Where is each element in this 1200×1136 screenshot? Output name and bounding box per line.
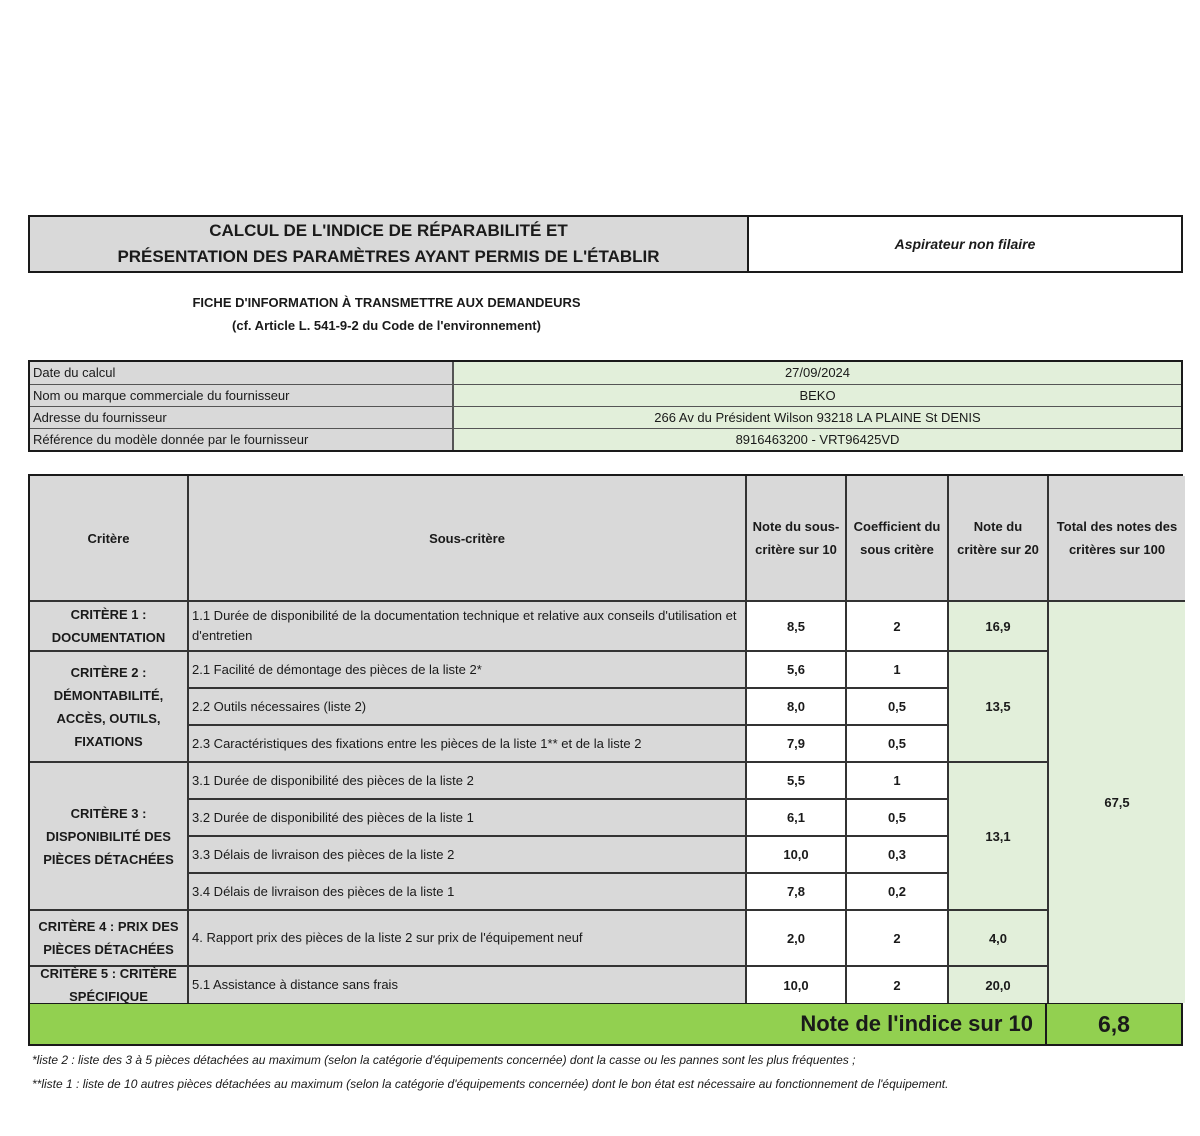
subcriterion-note: 5,6 (747, 652, 847, 689)
criterion-4-score: 4,0 (949, 911, 1049, 967)
info-row-model (30, 428, 1181, 450)
criterion-3-label: CRITÈRE 3 : DISPONIBILITÉ DES PIÈCES DÉTACHÉES (30, 763, 189, 911)
title-line-1: CALCUL DE L'INDICE DE RÉPARABILITÉ ET (209, 221, 568, 240)
subcriterion-3-3: 3.3 Délais de livraison des pièces de la liste 2 (189, 837, 747, 874)
fiche-line-2: (cf. Article L. 541-9-2 du Code de l'environnement) (232, 318, 541, 333)
subcriterion-1-1: 1.1 Durée de disponibilité de la documentation technique et relative aux conseils d'utilisation et d'entretien (189, 602, 747, 652)
criterion-5-label: CRITÈRE 5 : CRITÈRE SPÉCIFIQUE (30, 967, 189, 1003)
info-label: Nom ou marque commerciale du fournisseur (30, 385, 454, 406)
subcriterion-2-1: 2.1 Facilité de démontage des pièces de la liste 2* (189, 652, 747, 689)
final-index-label: Note de l'indice sur 10 (30, 1004, 1047, 1044)
info-value: 8916463200 - VRT96425VD (454, 429, 1181, 450)
total-score-100: 67,5 (1049, 602, 1185, 1003)
header-sous-critere: Sous-critère (189, 476, 747, 602)
subcriterion-coef: 2 (847, 967, 949, 1003)
subcriterion-coef: 0,3 (847, 837, 949, 874)
criterion-2-label: CRITÈRE 2 : DÉMONTABILITÉ, ACCÈS, OUTILS, FIXATIONS (30, 652, 189, 763)
title-line-2: PRÉSENTATION DES PARAMÈTRES AYANT PERMIS DE L'ÉTABLIR (117, 247, 660, 266)
subcriterion-note: 6,1 (747, 800, 847, 837)
footnote-list-2: *liste 2 : liste des 3 à 5 pièces détachées au maximum (selon la catégorie d'équipements concernée) dont la casse ou les pannes sont les plus fréquentes ; (32, 1053, 856, 1067)
info-label: Référence du modèle donnée par le fournisseur (30, 429, 454, 450)
footnotes (32, 1048, 1152, 1096)
fiche-line-1: FICHE D'INFORMATION À TRANSMETTRE AUX DEMANDEURS (192, 295, 581, 310)
subcriterion-coef: 2 (847, 602, 949, 652)
final-index-value: 6,8 (1098, 1010, 1130, 1037)
subcriterion-2-2: 2.2 Outils nécessaires (liste 2) (189, 689, 747, 726)
product-category: Aspirateur non filaire (894, 236, 1036, 252)
subcriterion-note: 7,8 (747, 874, 847, 911)
header-box (28, 215, 1183, 273)
info-row-brand (30, 384, 1181, 406)
header-total: Total des notes des critères sur 100 (1049, 476, 1185, 602)
subcriterion-note: 7,9 (747, 726, 847, 763)
subcriterion-note: 10,0 (747, 837, 847, 874)
info-label: Adresse du fournisseur (30, 407, 454, 428)
subcriterion-coef: 0,2 (847, 874, 949, 911)
criterion-1-label: CRITÈRE 1 : DOCUMENTATION (30, 602, 189, 652)
info-value: 266 Av du Président Wilson 93218 LA PLAINE St DENIS (454, 407, 1181, 428)
info-label: Date du calcul (30, 362, 454, 384)
header-coefficient: Coefficient du sous critère (847, 476, 949, 602)
subcriterion-note: 5,5 (747, 763, 847, 800)
info-value: 27/09/2024 (454, 362, 1181, 384)
footnote-list-1: **liste 1 : liste de 10 autres pièces détachées au maximum (selon la catégorie d'équipements concernée) dont le bon état est nécessaire au fonctionnement de l'équipement. (32, 1077, 949, 1091)
subcriterion-3-4: 3.4 Délais de livraison des pièces de la liste 1 (189, 874, 747, 911)
supplier-info-table (28, 360, 1183, 452)
subcriterion-5-1: 5.1 Assistance à distance sans frais (189, 967, 747, 1003)
subcriterion-coef: 1 (847, 763, 949, 800)
criterion-2-score: 13,5 (949, 652, 1049, 763)
criterion-1-score: 16,9 (949, 602, 1049, 652)
subcriterion-note: 8,5 (747, 602, 847, 652)
info-row-address (30, 406, 1181, 428)
subcriterion-coef: 0,5 (847, 726, 949, 763)
document-title (30, 217, 749, 271)
subcriterion-2-3: 2.3 Caractéristiques des fixations entre les pièces de la liste 1** et de la liste 2 (189, 726, 747, 763)
info-row-date (30, 362, 1181, 384)
subcriterion-note: 8,0 (747, 689, 847, 726)
subcriterion-coef: 2 (847, 911, 949, 967)
subcriterion-note: 2,0 (747, 911, 847, 967)
header-note-critere: Note du critère sur 20 (949, 476, 1049, 602)
info-value: BEKO (454, 385, 1181, 406)
criterion-3-score: 13,1 (949, 763, 1049, 911)
criterion-4-label: CRITÈRE 4 : PRIX DES PIÈCES DÉTACHÉES (30, 911, 189, 967)
subcriterion-coef: 0,5 (847, 800, 949, 837)
subcriterion-4: 4. Rapport prix des pièces de la liste 2 sur prix de l'équipement neuf (189, 911, 747, 967)
subcriterion-3-1: 3.1 Durée de disponibilité des pièces de la liste 2 (189, 763, 747, 800)
final-index-row (28, 1004, 1183, 1046)
criterion-5-score: 20,0 (949, 967, 1049, 1003)
repairability-table (28, 474, 1183, 1004)
subcriterion-note: 10,0 (747, 967, 847, 1003)
subcriterion-coef: 1 (847, 652, 949, 689)
header-critere: Critère (30, 476, 189, 602)
subcriterion-3-2: 3.2 Durée de disponibilité des pièces de la liste 1 (189, 800, 747, 837)
header-note-sous-critere: Note du sous-critère sur 10 (747, 476, 847, 602)
subcriterion-coef: 0,5 (847, 689, 949, 726)
